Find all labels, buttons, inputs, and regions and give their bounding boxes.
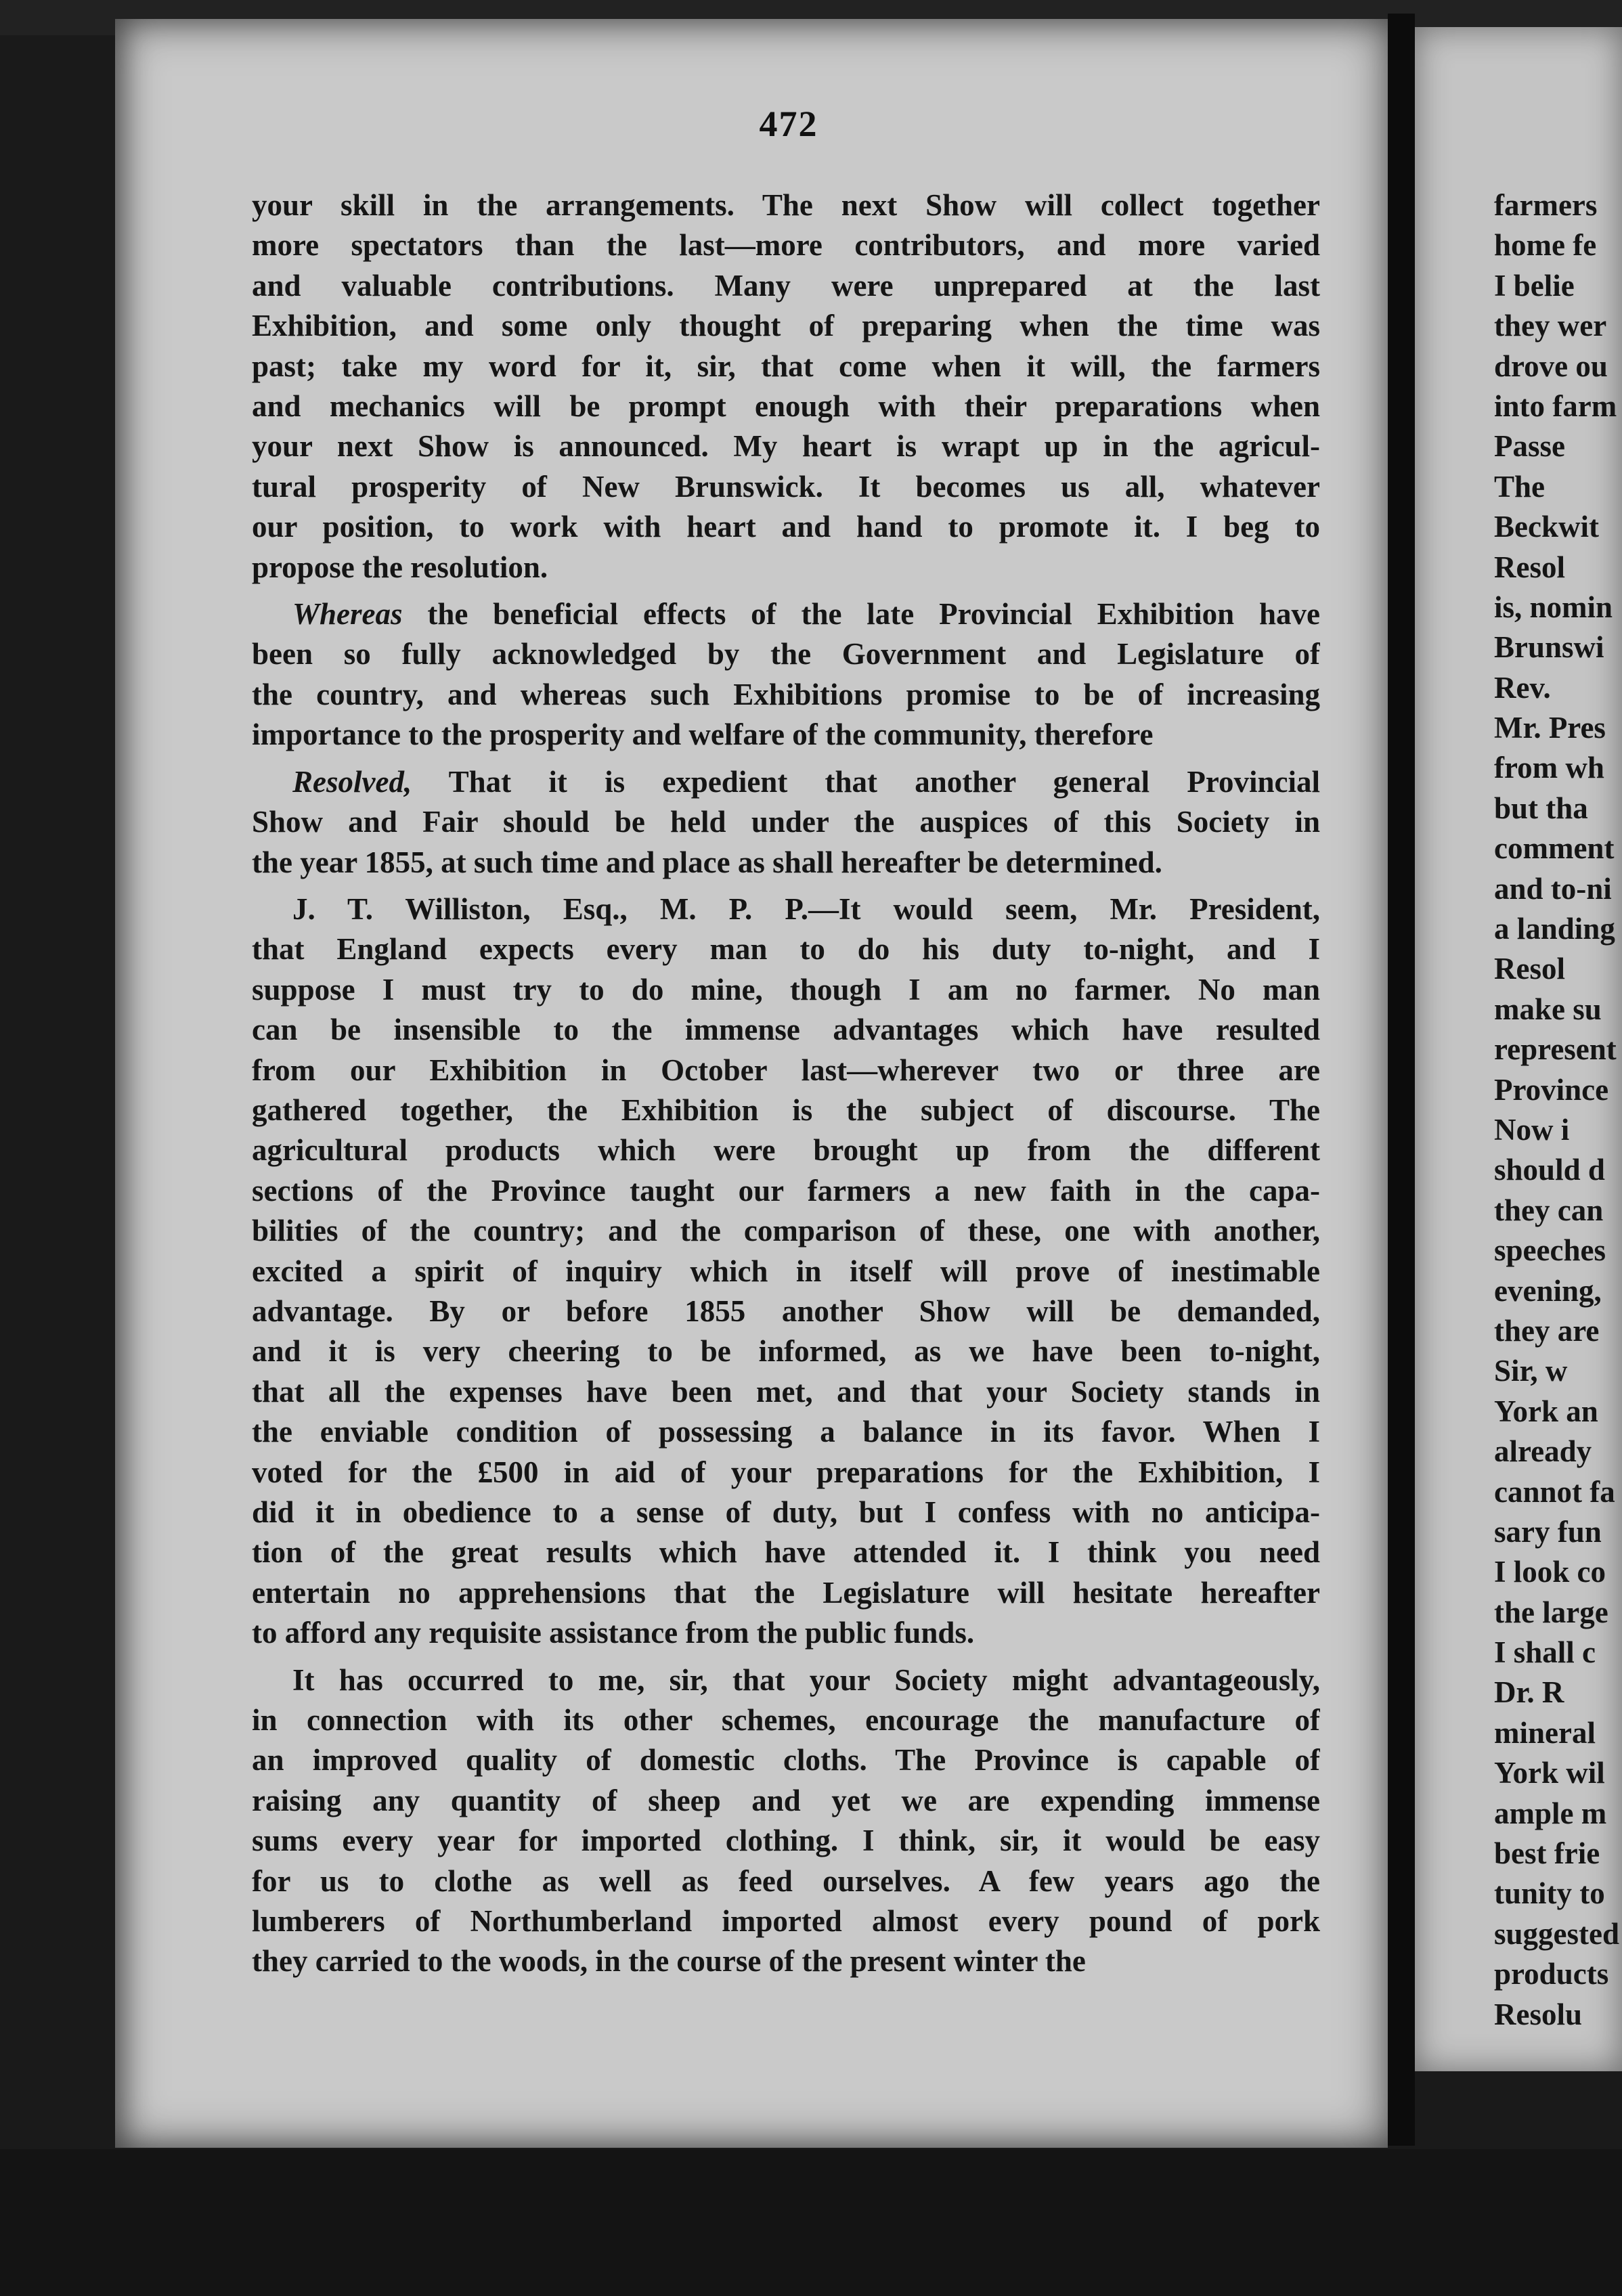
right-page-line: I look co [1494,1555,1606,1589]
scan-border-bottom [0,2149,1622,2296]
right-page-line: The [1494,469,1546,504]
right-page-line: I shall c [1494,1635,1596,1670]
right-page-line: sary fun [1494,1514,1602,1549]
right-page-line: is, nomin [1494,590,1613,624]
main-text-column [252,185,1320,1982]
text-line: in connection with its other schemes, encourage the manufacture of [252,1703,1320,1738]
right-page-line: cannot fa [1494,1474,1615,1509]
right-page-line: ample m [1494,1796,1607,1830]
text-line: the year 1855, at such time and place as shall hereafter be determined. [252,845,1162,879]
text-line: they carried to the woods, in the course of the present winter the [252,1944,1086,1979]
text-line: entertain no apprehensions that the Legislature will hesitate hereafter [252,1575,1320,1610]
paragraph [252,1660,1320,1982]
text-line: that all the expenses have been met, and that your Society stands in [252,1374,1320,1409]
text-line: and mechanics will be prompt enough with their preparations when [252,389,1320,424]
right-page-line: the large [1494,1595,1608,1629]
text-line: propose the resolution. [252,550,548,584]
text-line: Exhibition, and some only thought of preparing when the time was [252,309,1320,343]
text-line: that England expects every man to do his duty to-night, and I [252,932,1320,967]
text-line: for us to clothe as well as feed ourselves. A few years ago the [252,1863,1320,1898]
right-page-line: Now i [1494,1112,1570,1147]
text-line: voted for the £500 in aid of your preparations for the Exhibition, I [252,1455,1320,1489]
right-page-line: Rev. [1494,670,1551,705]
text-line: J. T. Williston, Esq., M. P. P.—It would seem, Mr. President, [292,891,1320,926]
text-line: Show and Fair should be held under the auspices of this Society in [252,805,1320,839]
page-number: 472 [759,104,818,144]
text-line: from our Exhibition in October last—wherever two or three are [252,1053,1320,1087]
text-line: did it in obedience to a sense of duty, but I confess with no anticipa- [252,1495,1320,1529]
right-page-line: best frie [1494,1836,1600,1871]
right-page-line: Beckwit [1494,510,1599,544]
text-line: tion of the great results which have attended it. I think you need [252,1535,1320,1570]
right-page-line: evening, [1494,1273,1602,1308]
text-line: been so fully acknowledged by the Government and Legislature of [252,637,1320,671]
right-page-line: a landing [1494,912,1615,946]
text-line: advantage. By or before 1855 another Show will be demanded, [252,1294,1320,1328]
text-line: to afford any requisite assistance from the public funds. [252,1616,975,1650]
text-line [252,762,1320,802]
text-line: lumberers of Northumberland imported almost every pound of pork [252,1904,1320,1939]
right-page-line: Dr. R [1494,1675,1564,1710]
text-line: more spectators than the last—more contributors, and more varied [252,228,1320,263]
right-page-line: Resol [1494,550,1565,584]
text-line: can be insensible to the immense advantages which have resulted [252,1013,1320,1047]
right-page-line: tunity to [1494,1876,1605,1911]
paragraph [252,594,1320,755]
text-line: an improved quality of domestic cloths. The Province is capable of [252,1743,1320,1778]
right-page-line: represent [1494,1032,1617,1067]
right-page-line: should d [1494,1153,1605,1187]
right-page-line: they can [1494,1193,1604,1227]
text-line: your next Show is announced. My heart is wrapt up in the agricul- [252,429,1320,464]
right-page-line: speeches [1494,1233,1606,1268]
text-line-rest: the beneficial effects of the late Provincial Exhibition have [402,597,1320,632]
right-page-line: comment [1494,831,1615,866]
right-page-line: Mr. Pres [1494,711,1606,745]
text-line: agricultural products which were brought up from the different [252,1133,1320,1168]
text-line: importance to the prosperity and welfare of the community, therefore [252,718,1154,752]
text-line: excited a spirit of inquiry which in itself will prove of inestimable [252,1254,1320,1288]
text-line: and it is very cheering to be informed, as we have been to-night, [252,1334,1320,1369]
text-line: sections of the Province taught our farmers a new faith in the capa- [252,1173,1320,1208]
text-line: raising any quantity of sheep and yet we are expending immense [252,1783,1320,1817]
text-line [252,594,1320,634]
text-line: tural prosperity of New Brunswick. It becomes us all, whatever [252,469,1320,504]
right-page-line: they are [1494,1313,1600,1348]
text-line: It has occurred to me, sir, that your Society might advantageously, [292,1662,1320,1697]
right-page-line: Province [1494,1072,1609,1107]
right-page-line: drove ou [1494,349,1608,383]
right-page-line: from wh [1494,751,1604,785]
right-page-line: farmers [1494,188,1598,222]
right-page-text-fragment [1494,185,1622,2035]
book-gutter [1388,14,1415,2146]
text-line-rest: That it is expedient that another general Provincial [412,764,1320,799]
right-page-line: York wil [1494,1756,1605,1790]
right-page-line: Passe [1494,429,1565,464]
right-page-line: make su [1494,992,1602,1026]
right-page-line: they wer [1494,309,1607,343]
right-page-line: and to-ni [1494,871,1612,906]
text-line: past; take my word for it, sir, that come when it will, the farmers [252,349,1320,383]
text-line: the country, and whereas such Exhibitions promise to be of increasing [252,677,1320,711]
text-line: our position, to work with heart and hand to promote it. I beg to [252,510,1320,544]
text-line: bilities of the country; and the comparison of these, one with another, [252,1214,1320,1248]
paragraph-lead-word: Whereas [292,597,403,632]
right-page-line: already [1494,1434,1592,1469]
right-page-line: Resol [1494,952,1565,986]
text-line: gathered together, the Exhibition is the subject of discourse. The [252,1092,1320,1127]
right-page-line: York an [1494,1394,1598,1428]
right-page-line: home fe [1494,228,1597,263]
paragraph-lead-word: Resolved, [292,764,412,799]
right-page-line: Resolu [1494,1997,1583,2031]
paragraph [252,889,1320,1654]
text-line: sums every year for imported clothing. I think, sir, it would be easy [252,1824,1320,1858]
text-line: and valuable contributions. Many were unprepared at the last [252,268,1320,303]
right-page-line: into farm [1494,389,1617,423]
paragraph [252,762,1320,883]
right-page-line: mineral [1494,1715,1596,1750]
right-page-line: but tha [1494,791,1588,825]
right-page-line: products [1494,1957,1609,1991]
text-line: the enviable condition of possessing a balance in its favor. When I [252,1415,1320,1449]
text-line: suppose I must try to do mine, though I am no farmer. No man [252,972,1320,1007]
right-page-line: Sir, w [1494,1354,1568,1388]
paragraph [252,185,1320,588]
right-page-line: I belie [1494,268,1575,303]
right-page-line: suggested [1494,1916,1620,1951]
text-line: your skill in the arrangements. The next Show will collect together [252,188,1320,222]
right-page-line: Brunswi [1494,630,1604,665]
